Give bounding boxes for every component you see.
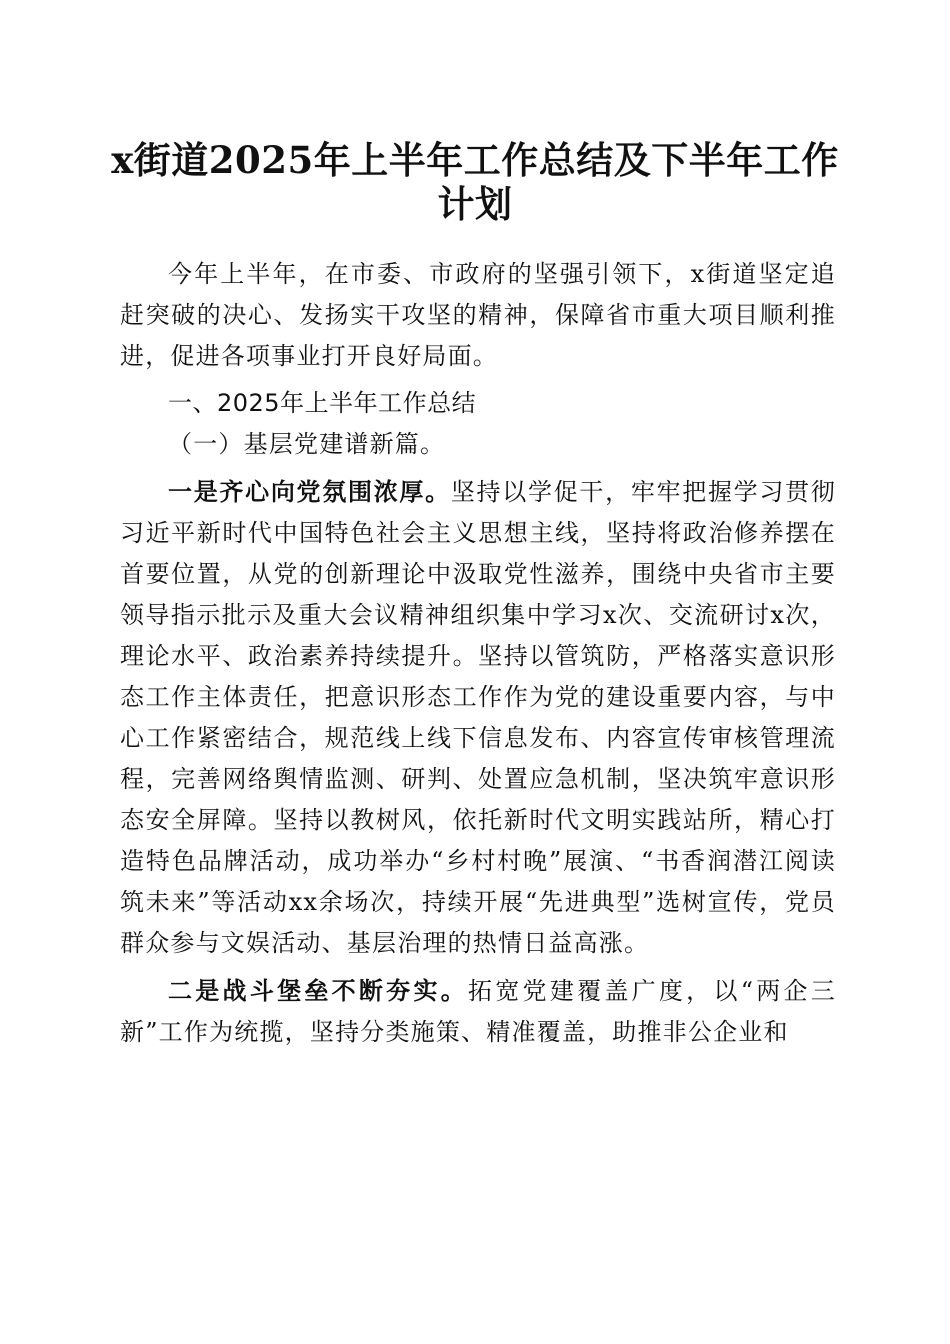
paragraph-1-lead: 一是齐心向党氛围浓厚。 <box>168 477 451 506</box>
paragraph-1-text: 坚持以学促干，牢牢把握学习贯彻习近平新时代中国特色社会主义思想主线，坚持将政治修养摆在首要位置，从党的创新理论中汲取党性滋养，围绕中央省市主要领导指示批示及重大会议精神组织集中学习x次、交流研讨x次，理论水平、政治素养持续提升。坚持以管筑防，严格落实意识形态工作主体责任，把意识形态工作作为党的建设重要内容，与中心工作紧密结合，规范线上线下信息发布、内容宣传审核管理流程，完善网络舆情监测、研判、处置应急机制，坚决筑牢意识形态安全屏障。坚持以教树风，依托新时代文明实践站所，精心打造特色品牌活动，成功举办“乡村村晚”展演、“书香润潜江阅读筑未来”等活动xx余场次，持续开展“先进典型”选树宣传，党员群众参与文娱活动、基层治理的热情日益高涨。 <box>120 478 837 957</box>
body-paragraph-2 <box>120 970 836 1053</box>
document-body <box>120 254 836 1053</box>
paragraph-2-text: 拓宽党建覆盖广度，以“两企三新”工作为统揽，坚持分类施策、精准覆盖，助推非公企业和 <box>120 977 836 1046</box>
intro-paragraph: 今年上半年，在市委、市政府的坚强引领下，x街道坚定追赶突破的决心、发扬实干攻坚的精神，保障省市重大项目顺利推进，促进各项事业打开良好局面。 <box>120 260 836 370</box>
document-title: x街道2025年上半年工作总结及下半年工作计划 <box>111 138 839 226</box>
subsection-heading: （一）基层党建谱新篇。 <box>168 430 446 458</box>
paragraph-2-lead: 二是战斗堡垒不断夯实。 <box>168 976 468 1005</box>
body-paragraph-1 <box>120 471 836 964</box>
section-heading: 一、2025年上半年工作总结 <box>168 389 477 417</box>
